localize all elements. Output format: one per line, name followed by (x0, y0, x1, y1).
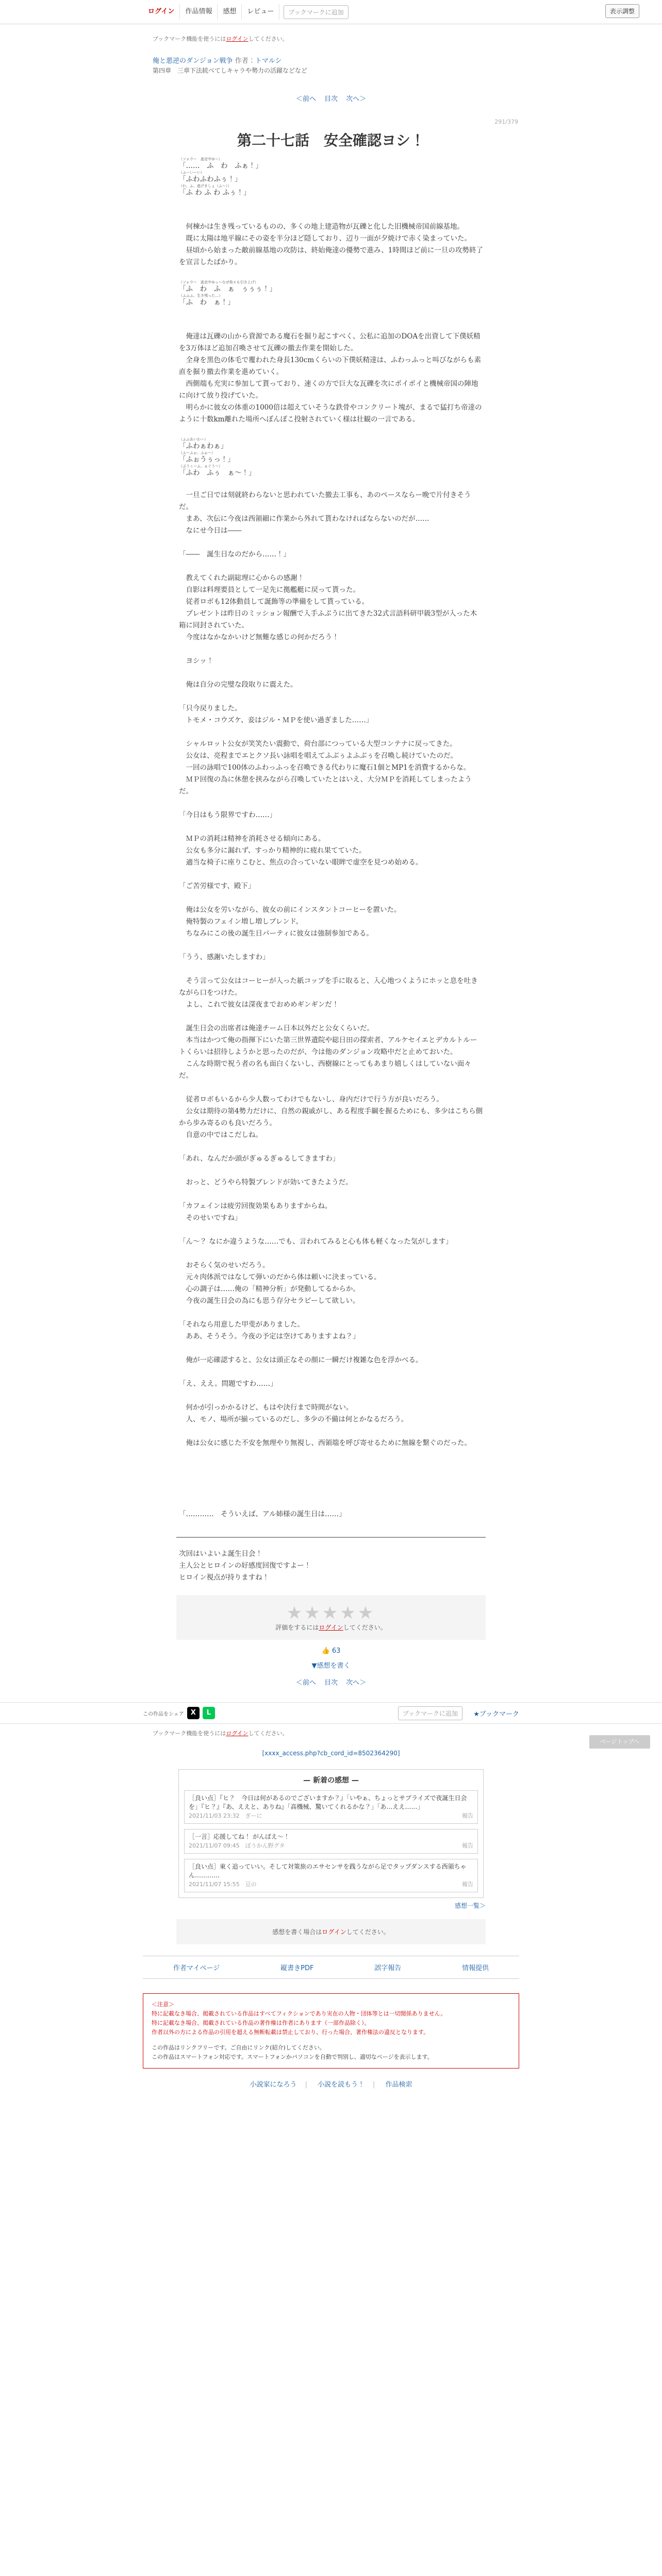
blank-line (179, 1011, 483, 1023)
add-bookmark-button[interactable]: ブックマークに追加 (284, 5, 348, 19)
review-body: ［良い点］『ヒ？ 今日は何があるのでございますか？』「いやぁ、ちょっとサプライズで夜誕生日会を」『ヒ？』『あ、ええと、ありね』「高機械、驚いてくれるかな？」「あ…ええ……」 (189, 1794, 467, 1810)
paragraph: 本当はかつて俺の指揮下にいた第三世界遺院や総日田の探索者、アルケセイエとデカルトルートくらいは招待しようかと思ったのだが、今は他のダンジョン攻略中だと止めておいた。 (179, 1036, 477, 1056)
paragraph: おそらく気のせいだろう。 (179, 1261, 270, 1269)
paragraph: そう言って公女はコーヒーが入った紙コップを手に取ると、入心地つくようにホッと息を吐きながら口をつけた。 (179, 977, 478, 997)
report-link[interactable]: 報告 (462, 1812, 473, 1819)
bookmark-notice (0, 24, 662, 43)
review-meta: 2021/11/07 15:55 豆の (189, 1881, 257, 1888)
blank-line (179, 667, 483, 679)
bookmark-notice-text: ブックマーク機能を使うには (153, 36, 226, 42)
paragraph: 人、モノ、場所が揃っているのだし、多少の不備は何とかなるだろう。 (179, 1415, 408, 1423)
series-title-link[interactable]: 俺と悪逆のダンジョン戦争 (153, 57, 233, 65)
bookmark-link[interactable]: ★ブックマーク (473, 1710, 519, 1718)
paragraph: 俺は公女に感じた不安を無理やり無視し、西領端を呼び寄せるために無線を繋ぐのだった。 (179, 1439, 471, 1447)
spacer (152, 2037, 510, 2043)
footer-nav (143, 1956, 519, 1979)
page-counter: 291/379 (494, 118, 518, 125)
author-mypage-link[interactable]: 作者マイページ (173, 1964, 220, 1972)
paragraph: ＭＰの消耗は精神を消耗させる傾向にある。 (179, 835, 325, 843)
paragraph: 従者ロボも12体動員して誕飾等の準備をして貰っている。 (179, 598, 369, 606)
afterword-line: ヒロイン視点が持りますね！ (179, 1573, 270, 1582)
sound-line: 「ふわふわふぅ！」 (179, 175, 242, 183)
caution-box (143, 1993, 519, 2069)
separator: | (373, 2081, 375, 2089)
blank-line (179, 1366, 483, 1378)
recent-reviews (178, 1769, 484, 1898)
report-link[interactable]: 報告 (462, 1842, 473, 1849)
write-review-toggle[interactable]: ▼感想を書く (311, 1662, 351, 1670)
review-login-text: 感想を書く場合は (272, 1928, 322, 1936)
caution-line: 特に記載なき場合、掲載されている作品はすべてフィクションであり実在の人物・団体等とは一切関係ありません。 (152, 2010, 446, 2017)
main-paragraphs (179, 549, 483, 1449)
separator: | (305, 2081, 307, 2089)
blank-line (179, 209, 483, 221)
blank-line (179, 1343, 483, 1354)
paragraph: 俺特製のフェイン増し増しブレンド。 (179, 918, 303, 926)
bottom-links (0, 2079, 662, 2089)
review-item (184, 1790, 478, 1824)
typo-report-link[interactable]: 誤字報告 (374, 1964, 402, 1972)
blank-line (179, 426, 483, 437)
paragraph: ちなみにこの後の誕生日パーティに彼女は強制参加である。 (179, 929, 373, 938)
paragraph: 元々肉体派ではなして弾いのだから体は頼いに決まっている。 (179, 1273, 381, 1281)
author-label: 作者： (235, 57, 255, 65)
paragraph: シャルロット公女が笑笑たい震動で、荷台部につっている大型コンテナに戻ってきた。 (179, 740, 457, 748)
rating-box (176, 1595, 486, 1640)
review-item (184, 1829, 478, 1854)
caution-extra: この作品はリンクフリーです。ご自由にリンク(紹介)してください。 (152, 2044, 325, 2051)
paragraph: ああ、そうそう。今夜の予定は空けてありますよね？」 (179, 1332, 360, 1341)
paragraph: 明らかに彼女の体重の1000倍は超えていそうな鉄骨やコンクリート塊が、まるで猛打ち帝達のように十数km離れた場所へぽんぽこ投射されていく様は壮観の一言である。 (179, 403, 482, 423)
ruby-text: （ふふあいわ〜） (179, 437, 208, 442)
blank-line (179, 869, 483, 880)
share-label: この作品をシェア (143, 1711, 184, 1717)
afterword (179, 1548, 483, 1584)
novel-body (179, 157, 483, 1520)
x-share-icon[interactable]: X (187, 1707, 200, 1719)
ruby-text: （ソォウ～ 逃走中ゆっ〜なぜ我々も引き上げ） (179, 280, 258, 284)
blank-line (179, 1189, 483, 1200)
more-reviews-link[interactable]: 感想一覧＞ (454, 1902, 486, 1909)
rating-notice: 評価をするには (275, 1624, 319, 1631)
next-link[interactable]: 次へ＞ (346, 1679, 367, 1687)
bookmark-notice-text: ブックマーク機能を使うには (153, 1730, 226, 1737)
page-top-button[interactable]: ページトップへ (589, 1735, 650, 1749)
blank-line (179, 307, 483, 319)
blank-line (179, 1449, 483, 1461)
impression-link[interactable]: 感想 (218, 4, 242, 20)
paragraph: 「それなら用意した甲斐がありました。 (179, 1320, 304, 1329)
paragraph: ヨシッ！ (179, 657, 214, 665)
blank-line (179, 1307, 483, 1319)
share-bar (0, 1702, 662, 1724)
paragraph: プレゼントは昨日のミッション報酬で入手ふぶうに出てきた32式言語科研甲級3型が入った木箱に同封されていた。 (179, 609, 477, 630)
ruby-text: （ふーいーい） (179, 171, 204, 175)
ruby-text: （ふ〜ふぉ、ふぉ〜） (179, 451, 215, 455)
series-info (0, 43, 662, 76)
paragraph: 誕生日会の出席者は俺達チーム日本以外だと公女くらいだ。 (179, 1024, 374, 1032)
paragraph: なにせ今日は―― (179, 527, 242, 535)
bookmark-notice-suffix: してください。 (248, 36, 288, 42)
paragraph: 「………… そういえば、アル姉様の誕生日は……」 (179, 1510, 346, 1518)
blank-line (179, 1165, 483, 1177)
rating-stars[interactable]: ★★★★★ (286, 1603, 376, 1623)
ruby-text: （ぶうぅーふ、ぁぐう〜） (179, 464, 222, 468)
info-report-link[interactable]: 情報提供 (462, 1964, 489, 1972)
review-login-suffix: してください。 (346, 1928, 390, 1936)
sound-line: 「ふわ ふぅ ぁ〜！」 (179, 469, 256, 477)
afterword-line: 次回はいよいよ誕生日会！ (179, 1550, 262, 1558)
sound-line: 「ふ わ ぁ！」 (179, 298, 235, 307)
blank-line (179, 963, 483, 975)
sound-effect-block (179, 157, 483, 197)
paragraph: 既に太陽は地平線にその姿を半分ほど隠しており、辺り一面が夕焼けで赤く染まっていた。 (179, 234, 471, 243)
caution-extra: この作品はスマートフォン対応です。スマートフォンかパソコンを自動で判別し、適切なページを表示します。 (152, 2054, 433, 2060)
review-login-link[interactable]: ログイン (322, 1928, 346, 1936)
sound-line: 「ふ わ ふ わ ふぅ！」 (179, 189, 251, 197)
paragraph: おっと、どうやら特製ブレンドが効いてきたようだ。 (179, 1178, 353, 1187)
access-counter-link[interactable]: [xxxx_access.php?cb_cord_id=8502364290] (262, 1750, 400, 1757)
blank-line (179, 561, 483, 572)
review-link[interactable]: レビュー (242, 4, 279, 20)
paragraph: 西側端も充実に参加して貰っており、速くの方で巨大な瓦礫を次にポイポイと機械帝国の陣地に向けて放り投げていた。 (179, 380, 478, 400)
paragraph: 従者ロボもいるから少人数ってわけでもないし、身内だけで行う方が良いだろう。 (179, 1095, 443, 1104)
paragraph: 今度はなかなかいけど無難な感じの何かだろう！ (179, 633, 339, 641)
episode-title: 第二十七話 安全確認ヨシ！ (237, 132, 425, 149)
reviews-header: — 新着の感想 — (303, 1776, 359, 1785)
paragraph: まあ、次伝に今夜は西領細に作業から外れて貰わなければならないのだが…… (179, 515, 429, 523)
paragraph: 「ん〜？ なにか違うような……でも、言われてみると心も体も軽くなった気がします」 (179, 1238, 453, 1246)
blank-line (179, 1473, 483, 1485)
review-body: ［良い点］東く追っていい。そして対策旅のエサセンサを践うながら足でタップダンスする西領ちゃん………… (189, 1863, 467, 1879)
bookmark-notice-suffix: してください。 (248, 1730, 288, 1737)
sound-effect-block (179, 437, 483, 478)
review-meta: 2021/11/07 09:45 ぼうかん野グタ (189, 1842, 285, 1849)
display-settings-button[interactable]: 表示調整 (605, 4, 639, 18)
paragraph: 「え、ええ。問題ですわ……」 (179, 1380, 277, 1388)
blank-line (179, 1426, 483, 1437)
like-count: 63 (332, 1647, 341, 1655)
blank-line (179, 691, 483, 703)
ruby-text: （ふふふ、生き残った…） (179, 294, 223, 298)
pager-top (0, 93, 662, 103)
paragraph: 公女も多分に漏れず、すっかり精神的に疲れ果てていた。 (179, 846, 366, 855)
paragraph: 一旦ご日では刻就終わらないと思われていた撤去工事も、あのペースならー晩で片付きそうだ。 (179, 491, 471, 511)
paragraph: 公女は、亮程までエとクソ長い詠唱を唱えてふぶぅよふぶぅを召喚し続けていたのだ。 (179, 752, 457, 760)
syosetu-link[interactable]: 小説家になろう (250, 2081, 297, 2089)
rating-notice-suffix: してください。 (343, 1624, 387, 1631)
blank-line (179, 1082, 483, 1094)
blank-line (179, 643, 483, 655)
toc-link[interactable]: 目次 (324, 95, 338, 103)
sound-line: 「ふぉうぅっ！」 (179, 455, 235, 464)
blank-line (179, 892, 483, 904)
paragraph: 何棟かは生き残っているものの、多くの地上建造物が瓦礫と化した旧機械帝国前線基地。 (179, 223, 464, 231)
paragraph: そのせいですね」 (179, 1214, 242, 1222)
blank-line (179, 1497, 483, 1509)
blank-line (179, 1248, 483, 1260)
blank-line (179, 268, 483, 280)
caution-line: 特に記載なき場合、掲載されている作品の著作権は作者にあります（一部作品除く）。 (152, 2020, 370, 2026)
blank-line (179, 478, 483, 489)
yomou-link[interactable]: 小説を読もう！ (317, 2081, 365, 2089)
like-button[interactable] (0, 1647, 662, 1655)
author-link[interactable]: トマルシ (255, 57, 282, 65)
search-link[interactable]: 作品検索 (385, 2081, 412, 2089)
paragraph: 「―― 誕生日なのだから……！」 (179, 550, 290, 558)
paragraph: 何かが引っかかるけど、もはや決行まで時間がない。 (179, 1403, 353, 1412)
line-share-icon[interactable]: L (203, 1707, 215, 1719)
chapter-title: 第四章 三章下法統べてしキャラや勢力の活躍などなど (153, 67, 308, 74)
paragraph: 「今日はもう限界ですわ……」 (179, 811, 276, 819)
afterword-divider (176, 1537, 486, 1538)
blank-line (179, 940, 483, 952)
paragraph: 教えてくれた副総理に心からの感謝！ (179, 574, 304, 582)
caution-title: ＜注意＞ (152, 2001, 174, 2008)
paragraph: 心の調子は……俺の「精神分析」が発動してるからか。 (179, 1285, 360, 1293)
prev-link[interactable]: ＜前へ (295, 1679, 316, 1687)
report-link[interactable]: 報告 (462, 1881, 473, 1888)
blank-line (179, 1390, 483, 1402)
paragraph: トモメ・コウズケ、妾はジル・ＭＰを使い過ぎました……」 (179, 716, 373, 724)
paragraph: 俺達は瓦礫の山から資源である魔石を掘り起こすべく、公私に追加のDOAを出資して下僕妖精を3万体ほど追加召喚させて瓦礫の撤去作業を開始した。 (179, 332, 481, 352)
blank-line (179, 821, 483, 833)
blank-line (179, 197, 483, 209)
paragraph: 「カフェインは疲労回復効果もありますからね。 (179, 1202, 332, 1210)
afterword-line: 主人公とヒロインの好感度回復ですよー！ (179, 1562, 311, 1570)
vertical-pdf-link[interactable]: 縦書きPDF (280, 1964, 314, 1972)
paragraph: こんな時期で祝う者の名も面白くないし、西樹線にとってもあまり嬉しくはしていない面々だ。 (179, 1060, 471, 1080)
blank-line (179, 537, 483, 549)
sound-line: 「ふわぁわぁ」 (179, 442, 228, 450)
paragraph: 昼頃から始まった敵前線基地の攻防は、終始俺達の優勢で進み、1時間ほど前に一旦の攻勢終了を宣言したばかり。 (179, 246, 483, 266)
bookmark-login-link[interactable]: ログイン (226, 1730, 249, 1737)
paragraph: 適当な椅子に座りこむと、焦点の合っていない眼眸で虚空を見つめ始める。 (179, 858, 423, 867)
paragraph: 「只今戻りました。 (179, 704, 242, 713)
paragraph: 一回の詠唱で100体のふわっふっを召喚できる代わりに魔石1個とMP1を消費するからな。 (179, 764, 471, 772)
add-bookmark-button-bottom[interactable]: ブックマークに追加 (398, 1706, 462, 1720)
thumbs-up-icon: 👍 (321, 1647, 330, 1655)
bookmark-login-link[interactable]: ログイン (226, 36, 249, 42)
paragraph: 自影は料理要員として一足先に拠艦艇に戻って貰った。 (179, 586, 360, 594)
blank-line (179, 1141, 483, 1153)
prev-link[interactable]: ＜前へ (295, 95, 316, 103)
paragraph: ＭＰ回復の為に休憩を挟みながら召喚していたとはいえ、大分ＭＰを消耗してしまったようだ。 (179, 775, 472, 795)
paragraph: 俺は自分の完璧な段取りに震えた。 (179, 681, 297, 689)
toc-link[interactable]: 目次 (324, 1679, 338, 1687)
paragraph: 「ご苦労様です、殿下」 (179, 882, 255, 890)
paragraph: 「あれ、なんだか頭がぎゅるぎゅるしてきますわ」 (179, 1155, 340, 1163)
blank-line (179, 1224, 483, 1236)
paragraph: よし、これで彼女は深夜までおめめギンギンだ！ (179, 1001, 339, 1009)
next-link[interactable]: 次へ＞ (346, 95, 367, 103)
ruby-text: （わ、ふ、逃げましょ（ふ〜）） (179, 184, 231, 188)
ruby-text: （ソォウー 逃走中ゆ〜） (179, 157, 222, 161)
blank-line (179, 1485, 483, 1497)
paragraph: 全身を黒色の体毛で覆われた身長130cmくらいの下僕妖精達は、ふわっふっと叫びながらも素直を掘り撤去作業を進めていく。 (179, 356, 481, 376)
review-body: ［一言］応援してね！ がんばえ～！ (189, 1833, 290, 1840)
rating-login-link[interactable]: ログイン (319, 1624, 343, 1631)
paragraph: 俺は公女を労いながら、彼女の前にインスタントコーヒーを置いた。 (179, 906, 401, 914)
caution-line: 作者以外の方による作品の引用を超える無断転載は禁止しており、行った場合、著作権法の違反となります。 (152, 2029, 429, 2036)
blank-line (179, 319, 483, 331)
sound-effect-block (179, 280, 483, 307)
review-login-box (176, 1919, 486, 1944)
bookmark-notice-bottom (0, 1724, 662, 1737)
sound-line: 「…… ふ わ ふぁ！」 (179, 162, 262, 170)
blank-line (179, 1461, 483, 1473)
login-button[interactable]: ログイン (143, 4, 180, 20)
paragraph: 今夜の誕生日会の為にも思う存分セラピーして欲しい。 (179, 1297, 360, 1305)
blank-line (179, 726, 483, 738)
review-meta: 2021/11/03 23:32 ぎーに (189, 1812, 262, 1819)
paragraph: 公女は期待の第4勢力だけに、自然の親戚がし、ある程度手綱を握るためにも、多少はこちら側から歩み寄るのも良いだろう。 (179, 1107, 483, 1127)
work-info-link[interactable]: 作品情報 (180, 4, 218, 20)
paragraph: 自意の中ではこだしね。 (179, 1131, 262, 1139)
review-item (184, 1859, 478, 1892)
paragraph: 「うう、感謝いたしますわ」 (179, 953, 270, 961)
blank-line (179, 798, 483, 809)
paragraph: 俺が一応確認すると、公女は頭正なその顔に一瞬だけ複雑な色を浮かべる。 (179, 1356, 423, 1364)
top-bar (0, 0, 662, 24)
pager-bottom (0, 1677, 662, 1687)
sound-line: 「ふ わ ふ ぁ ぅぅぅ！」 (179, 285, 276, 293)
